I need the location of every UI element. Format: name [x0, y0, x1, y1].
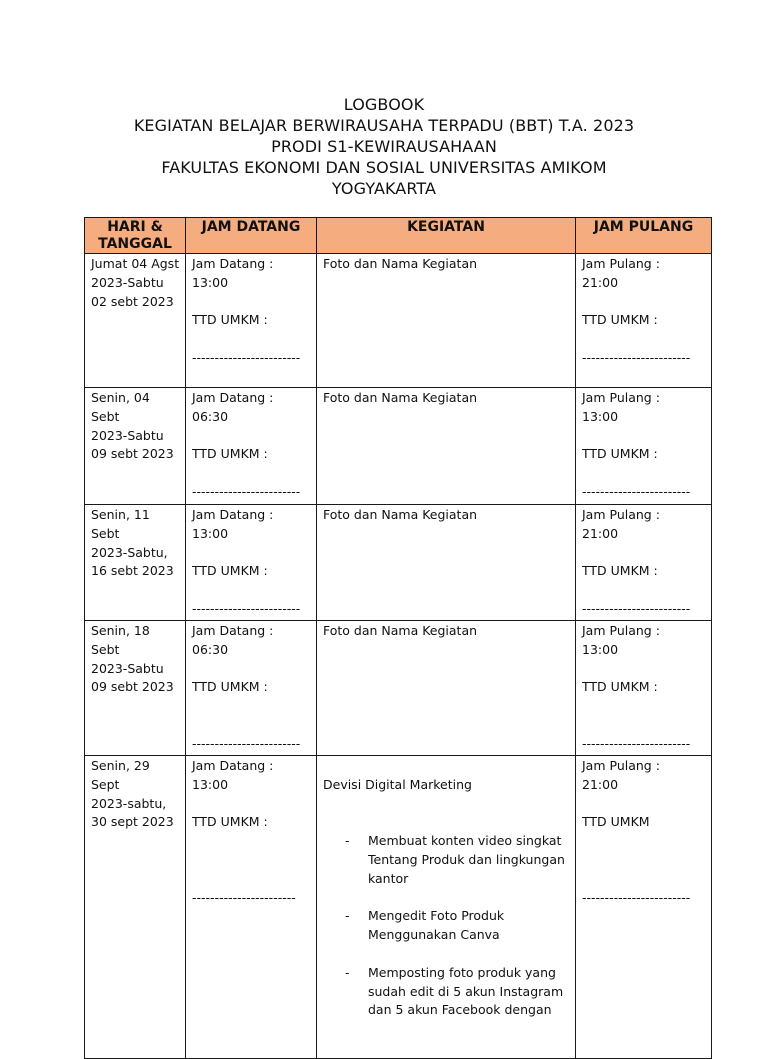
- cell-arrive: Jam Datang : 06:30 TTD UMKM : ------------------------: [186, 388, 317, 505]
- cell-leave: Jam Pulang : 13:00 TTD UMKM : ------------------------: [576, 621, 712, 756]
- cell-date: Jumat 04 Agst 2023-Sabtu 02 sebt 2023: [85, 254, 186, 388]
- cell-activity: Foto dan Nama Kegiatan: [317, 621, 576, 756]
- cell-leave: Jam Pulang : 21:00 TTD UMKM ------------------------: [576, 756, 712, 1059]
- cell-leave: Jam Pulang : 21:00 TTD UMKM : ------------------------: [576, 505, 712, 621]
- cell-leave: Jam Pulang : 21:00 TTD UMKM : ------------------------: [576, 254, 712, 388]
- activity-division-title: Devisi Digital Marketing: [323, 776, 472, 792]
- cell-activity: Foto dan Nama Kegiatan: [317, 388, 576, 505]
- table-row: [85, 254, 712, 388]
- logbook-table: [84, 217, 712, 1059]
- header-activity: KEGIATAN: [317, 218, 576, 254]
- cell-arrive: Jam Datang : 13:00 TTD UMKM : ------------------------: [186, 254, 317, 388]
- title-line-faculty: FAKULTAS EKONOMI DAN SOSIAL UNIVERSITAS AMIKOM: [161, 158, 607, 177]
- cell-date: Senin, 11 Sebt 2023-Sabtu, 16 sebt 2023: [85, 505, 186, 621]
- header-arrive: JAM DATANG: [186, 218, 317, 254]
- cell-arrive: Jam Datang : 06:30 TTD UMKM : ------------------------: [186, 621, 317, 756]
- title-line-program: KEGIATAN BELAJAR BERWIRAUSAHA TERPADU (BBT) T.A. 2023: [133, 116, 635, 135]
- cell-leave: Jam Pulang : 13:00 TTD UMKM : ------------------------: [576, 388, 712, 505]
- cell-date: Senin, 04 Sebt 2023-Sabtu 09 sebt 2023: [85, 388, 186, 505]
- table-row: [85, 388, 712, 505]
- cell-activity: Foto dan Nama Kegiatan: [317, 254, 576, 388]
- activity-task-item: - Memposting foto produk yang sudah edit di 5 akun Instagram dan 5 akun Facebook dengan: [323, 964, 571, 1020]
- title-line-city: YOGYAKARTA: [331, 179, 437, 198]
- activity-task-item: - Membuat konten video singkat Tentang Produk dan lingkungan kantor: [323, 832, 571, 888]
- document-title: [84, 94, 684, 199]
- activity-task-list: [323, 813, 571, 1039]
- cell-date: Senin, 29 Sept 2023-sabtu, 30 sept 2023: [85, 756, 186, 1059]
- table-header-row: [85, 218, 712, 254]
- table-row: [85, 756, 712, 1059]
- cell-arrive: Jam Datang : 13:00 TTD UMKM : ------------------------: [186, 505, 317, 621]
- cell-activity: [317, 756, 576, 1059]
- cell-arrive: Jam Datang : 13:00 TTD UMKM : -----------------------: [186, 756, 317, 1059]
- title-line-prodi: PRODI S1-KEWIRAUSAHAAN: [271, 137, 497, 156]
- cell-date: Senin, 18 Sebt 2023-Sabtu 09 sebt 2023: [85, 621, 186, 756]
- table-row: [85, 621, 712, 756]
- title-line-logbook: LOGBOOK: [343, 95, 425, 114]
- activity-task-item: - Mengedit Foto Produk Menggunakan Canva: [323, 907, 571, 945]
- cell-activity: Foto dan Nama Kegiatan: [317, 505, 576, 621]
- table-row: [85, 505, 712, 621]
- header-date: HARI & TANGGAL: [85, 218, 186, 254]
- header-leave: JAM PULANG: [576, 218, 712, 254]
